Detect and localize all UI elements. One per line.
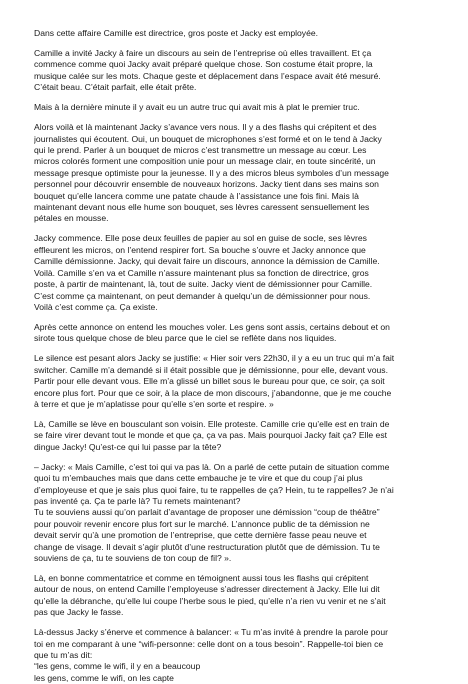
text-line: commence comme quoi Jacky avait préparé quelque chose. Son costume était propre, la (34, 59, 373, 70)
text-line: Tu te souviens aussi qu’on parlait d’avantage de proposer une démission “coup de théâtre” (34, 507, 380, 518)
text-line: se faire virer devant tout le monde et que ça, ça va pas. Mais pourquoi Jacky fait ça? Elle est (34, 430, 388, 441)
text-line: Après cette annonce on entend les mouches voler. Les gens sont assis, certains debout et on (34, 321, 390, 332)
paragraph-2 (34, 48, 434, 94)
text-line: Dans cette affaire Camille est directrice, gros poste et Jacky est employée. (34, 28, 319, 38)
text-line: Voilà. Camille s’en va et Camille n’assure maintenant plus sa fonction de directrice, gros (34, 267, 369, 278)
text-line: journalistes qui écoutent. Oui, un bouquet de microphones s’est formé et on le tend à Jacky (34, 133, 382, 144)
text-line: Partir pour elle devant vous. Elle m’a glissé un billet sous le bureau pour que, ce soir, ça soit (34, 376, 385, 387)
text-line: personnel pour découvrir ensemble de nouveaux horizons. Jacky tient dans ses mains son (34, 179, 379, 190)
paragraph-5 (34, 233, 434, 313)
text-line: Là, Camille se lève en bousculant son voisin. Elle proteste. Camille crie qu’elle est en train de (34, 418, 390, 429)
text-line: Mais à la dernière minute il y avait eu un autre truc qui avait mis à plat le premier truc. (34, 102, 360, 113)
text-line: quoi tu m’embauches mais que dans cette embauche je te vire et que du coup j’ai plus (34, 473, 363, 484)
paragraph-9 (34, 462, 434, 565)
text-line: qu’elle la débranche, qu’elle lui coupe l’herbe sous le pied, qu’elle n’a rien vu venir et ne s’ait (34, 595, 386, 606)
text-line: que tu m’as dit: (34, 650, 93, 661)
paragraph-1 (34, 28, 434, 39)
text-line: les gens, comme le wifi, on les capte (34, 672, 174, 683)
text-line: Voilà c’est comme ça. Ça existe. (34, 301, 158, 312)
text-line: à terre et que je m’aplatisse pour qu’elle s’en sorte et respire. » (34, 398, 274, 409)
text-line: Camille a invité Jacky à faire un discours au sein de l’entreprise où elles travaillent. Et ça (34, 48, 372, 58)
text-line: pétales en mousse. (34, 213, 109, 224)
text-line: pas que Jacky le fasse. (34, 607, 124, 618)
text-line: “les gens, comme le wifi, il y en a beaucoup (34, 661, 201, 672)
paragraph-10 (34, 573, 434, 619)
paragraph-11 (34, 627, 434, 684)
text-line: maintenant devant nous elle hume son bouquet, ses lèvres caressent sensuellement les (34, 202, 370, 213)
text-line: change de visage. Il devait s’agir plutôt d’une restructuration plutôt que de démission. Tu te (34, 541, 380, 552)
text-line: devait servir qu’à une promotion de l’entreprise, que cette dernière fasse peau neuve et (34, 530, 367, 541)
text-line: switcher. Camille m’a demandé si il était possible que je démissionne, pour elle, devant vous. (34, 364, 388, 375)
text-line: toi en me comparant à une “wifi-personne: celle dont on a tous besoin”. Rappelle-toi bien ce (34, 638, 384, 649)
text-line: Là, en bonne commentatrice et comme en témoignent aussi tous les flashs qui crépitent (34, 573, 369, 583)
text-line: Camille démissionne. Jacky, qui devait faire un discours, annonce la démission de Camille. (34, 256, 380, 267)
text-line: C’était beau. C’était parfait, elle était prête. (34, 82, 197, 93)
text-line: bouquet qu’elle lancera comme une patate chaude à l’assistance une fois fini. Mais là (34, 190, 359, 201)
text-line: souviens de ça, tu te souviens de ton coup de fil? ». (34, 553, 232, 563)
text-line: encore plus fort. Pour que ce soir, à la place de mon discours, j’abandonne, que je me couche (34, 387, 392, 398)
text-line: autour de nous, on entend Camille l’employeuse s’adresser directement à Jacky. Elle lui dit (34, 584, 380, 595)
text-line: effleurent les micros, on l’entend respirer fort. Sa bouche s’ouvre et Jacky annonce que (34, 244, 366, 255)
text-line: dingue Jacky! Qu’est-ce qui lui passe par la tête? (34, 441, 222, 452)
text-line: Alors voilà et là maintenant Jacky s’avance vers nous. Il y a des flashs qui crépitent et des (34, 122, 377, 133)
text-line: poste, à partir de maintenant, là, tout de suite. Jacky vient de démissionner pour Camille. (34, 279, 373, 290)
text-line: d’employeuse et que je sais plus quoi faire, tu te rappelles de ça? Hein, tu te rappelles? Je n’ai (34, 484, 394, 495)
text-line: message presque optimiste pour la jeunesse. Il y a des micros bleus symboles d’un message (34, 167, 389, 178)
text-line: pour pouvoir revenir encore plus fort sur le marché. L’annonce public de ta démission ne (34, 518, 370, 529)
text-line: Jacky commence. Elle pose deux feuilles de papier au sol en guise de socle, ses lèvres (34, 233, 367, 244)
paragraph-4 (34, 122, 434, 225)
paragraph-7 (34, 353, 434, 410)
text-line: Là-dessus Jacky s’énerve et commence à balancer: « Tu m’as invité à prendre la parole pour (34, 627, 388, 638)
text-line: Le silence est pesant alors Jacky se justifie: « Hier soir vers 22h30, il y a eu un truc qui m’a fait (34, 353, 395, 364)
text-line: sirote tous quelque chose de bleu parce que le ciel se reflète dans nos liquides. (34, 333, 337, 344)
text-line: qui le prend. Parler à un bouquet de micros c’est transmettre un message au cœur. Les (34, 145, 367, 156)
paragraph-3 (34, 102, 434, 113)
text-line: pas inventé ça. Ça te parle là? Tu remets maintenant? (34, 495, 241, 506)
text-line: – Jacky: « Mais Camille, c’est toi qui va pas là. On a parlé de cette putain de situation comme (34, 461, 390, 472)
paragraph-8 (34, 419, 434, 453)
text-line: musique calée sur les mots. Chaque geste et déplacement dans l’espace avait été mesuré. (34, 70, 381, 81)
text-line: C’est comme ça maintenant, on peut demander à quelqu’un de démissionner pour nous. (34, 290, 371, 301)
text-line: micros colorés forment une composition unie pour un message clair, en toute sincérité, un (34, 156, 376, 167)
paragraph-6 (34, 322, 434, 345)
